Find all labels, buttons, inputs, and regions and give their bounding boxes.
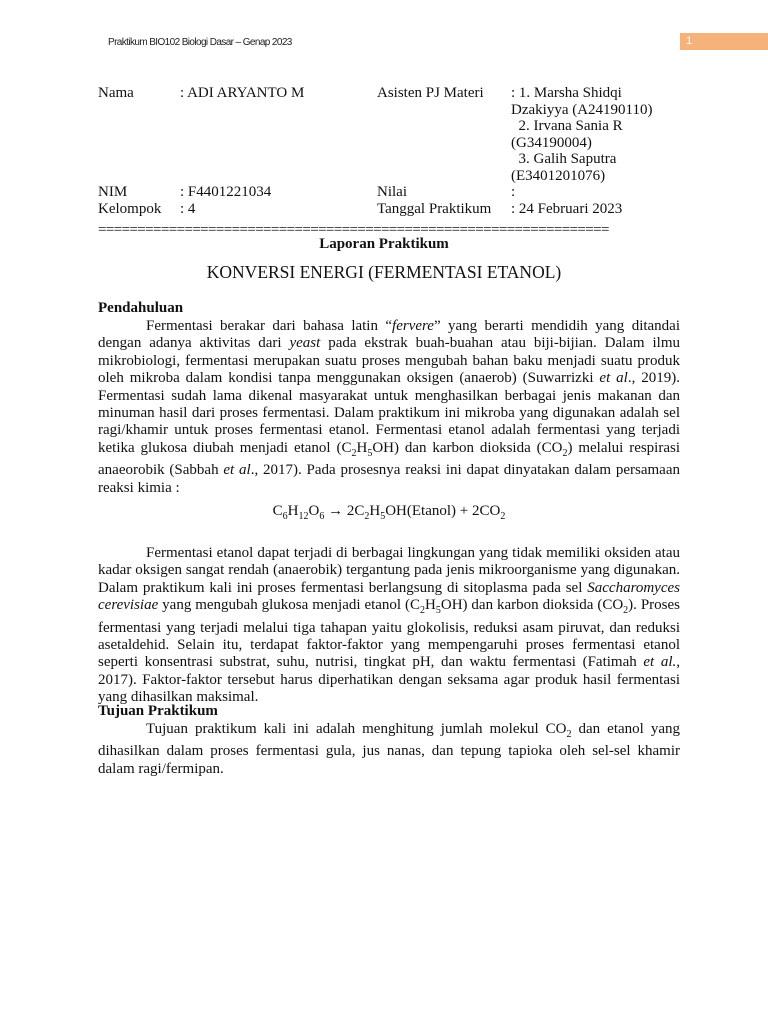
page-number-badge: 1 (680, 33, 768, 50)
asisten-line: (G34190004) (511, 134, 592, 151)
tujuan-heading: Tujuan Praktikum (98, 703, 218, 719)
nilai-value: : (511, 184, 516, 200)
pendahuluan-paragraph-2: Fermentasi etanol dapat terjadi di berbagai lingkungan yang tidak memiliki oksiden atau kadar oksigen sangat rendah (anaerobik) tergantung pada jenis mikroorganisme yang digunakan. Dalam praktikum kali ini proses fermentasi berlangsung di sitoplasma pada sel Saccharomyces cerevisiae yang mengubah glukosa menjadi etanol $(C_2H_5OH)$ dan karbon dioksida $(CO_2)$. Proses fermentasi yang terjadi melalui tiga tahapan yaitu glokolisis, reduksi asam piruvat, dan reduksi asetaldehid. Selain itu, terdapat faktor-faktor yang mempengaruhi proses fermentasi etanol seperti konsentrasi substrat, suhu, nutrisi, tingkat pH, dan waktu fermentasi (Fatimah et al., 2017). Faktor-faktor tersebut harus diperhatikan dengan seksama agar produk hasil fermentasi yang dihasilkan maksimal. (98, 545, 681, 706)
nim-value: : F4401221034 (180, 184, 272, 200)
report-title: KONVERSI ENERGI (FERMENTASI ETANOL) (206, 262, 562, 282)
asisten-label: Asisten PJ Materi (377, 85, 484, 101)
nim-label: NIM (98, 184, 128, 200)
kelompok-value: : 4 (180, 201, 196, 217)
asisten-line: Dzakiyya (A24190110) (511, 101, 653, 118)
tanggal-value: : 24 Februari 2023 (511, 201, 623, 217)
pendahuluan-heading: Pendahuluan (98, 300, 184, 316)
tanggal-label: Tanggal Praktikum (377, 201, 492, 217)
separator-line: ================================================================= (98, 222, 609, 238)
asisten-line: 3. Galih Saputra (511, 151, 617, 167)
pendahuluan-paragraph-1: Fermentasi berakar dari bahasa latin “fervere” yang berarti mendidih yang ditandai dengan adanya aktivitas dari yeast pada ekstrak buah-buahan atau biji-bijian. Dalam ilmu mikrobiologi, fermentasi merupakan suatu proses mengubah bahan baku menjadi suatu produk oleh mikroba dalam kondisi tanpa menggunakan oksigen (anaerob) (Suwarrizki et al., 2019). Fermentasi sudah lama dikenal masyarakat untuk menghasilkan berbagai jenis makanan dan minuman hasil dari proses fermentasi. Dalam praktikum ini mikroba yang digunakan adalah sel ragi/khamir untuk proses fermentasi etanol. Fermentasi etanol adalah fermentasi yang terjadi ketika glukosa diubah menjadi etanol $(C_2H_5OH)$ dan karbon dioksida $(CO_2)$ melalui respirasi anaeorobik (Sabbah et al., 2017). Pada prosesnya reaksi ini dapat dinyatakan dalam persamaan reaksi kimia : (98, 318, 681, 496)
nama-label: Nama (98, 85, 134, 101)
report-subtitle: Laporan Praktikum (319, 236, 449, 252)
nilai-label: Nilai (377, 184, 407, 200)
asisten-line: 2. Irvana Sania R (511, 118, 623, 134)
tujuan-paragraph: Tujuan praktikum kali ini adalah menghitung jumlah molekul $CO_2$ dan etanol yang dihasilkan dalam proses fermentasi gula, jus nanas, dan tepung tapioka oleh sel-sel khamir dalam ragi/fermipan. (98, 721, 680, 777)
nama-value: : ADI ARYANTO M (180, 85, 305, 101)
kelompok-label: Kelompok (98, 201, 162, 217)
asisten-line: (E3401201076) (511, 167, 606, 184)
asisten-line: : 1. Marsha Shidqi (511, 85, 622, 101)
running-header: Praktikum BIO102 Biologi Dasar – Genap 2023 (108, 37, 292, 48)
reaction-equation: $C_6H_{12}O_6$ → $2C_2H_5OH(Etanol) + 2CO_2$ (272, 503, 506, 522)
